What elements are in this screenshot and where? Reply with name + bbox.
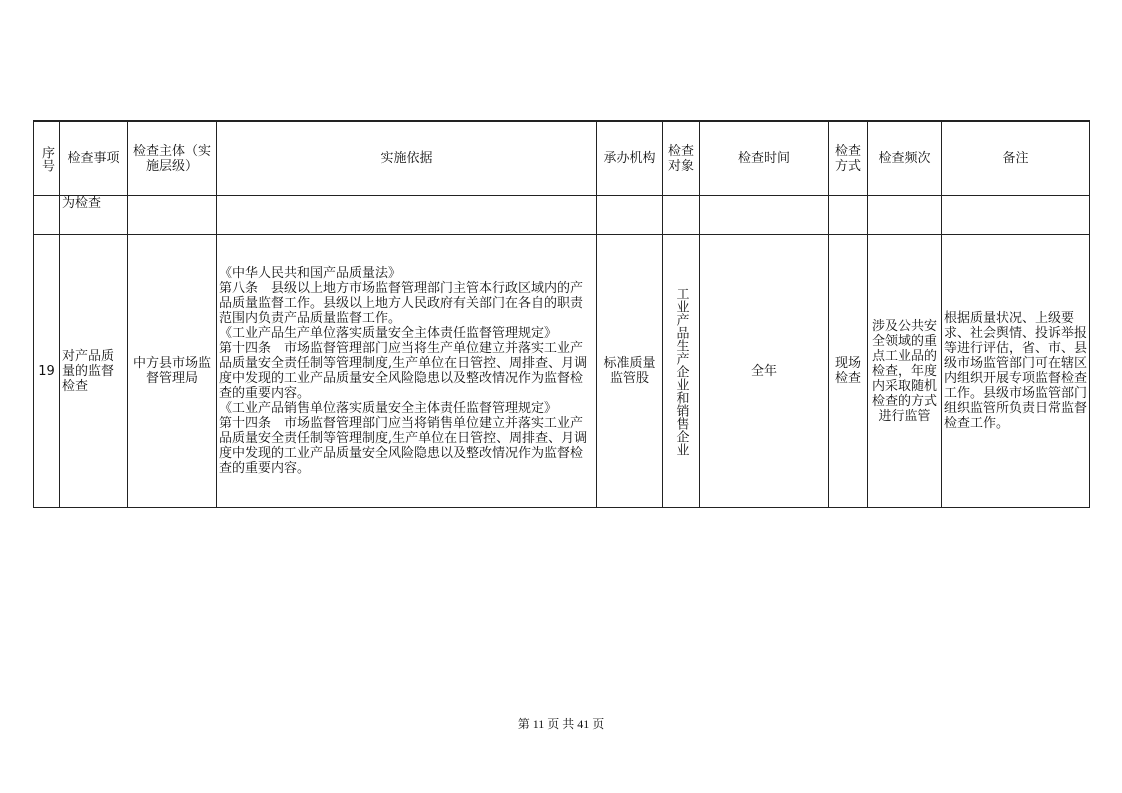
header-time: 检查时间 bbox=[700, 121, 829, 196]
header-subject: 检查主体（实施层级） bbox=[128, 121, 217, 196]
cell-org: 标准质量监管股 bbox=[597, 235, 663, 508]
header-note: 备注 bbox=[942, 121, 1090, 196]
cell-item: 为检查 bbox=[60, 196, 128, 235]
cell-subject bbox=[128, 196, 217, 235]
cell-freq bbox=[868, 196, 942, 235]
header-item: 检查事项 bbox=[60, 121, 128, 196]
cell-time: 全年 bbox=[700, 235, 829, 508]
cell-time bbox=[700, 196, 829, 235]
header-org: 承办机构 bbox=[597, 121, 663, 196]
page-number: 第 11 页 共 41 页 bbox=[517, 717, 605, 731]
table-row-19 bbox=[34, 235, 1090, 508]
cell-target bbox=[663, 196, 700, 235]
cell-freq: 涉及公共安全领域的重点工业品的检查，年度内采取随机检查的方式进行监管 bbox=[868, 235, 942, 508]
cell-no bbox=[34, 196, 60, 235]
cell-no: 19 bbox=[34, 235, 60, 508]
header-no bbox=[34, 121, 60, 196]
cell-basis: 《中华人民共和国产品质量法》 第八条 县级以上地方市场监督管理部门主管本行政区域内的产品质量监督工作。县级以上地方人民政府有关部门在各自的职责范围内负责产品质量监督工作。 《工业产品生产单位落实质量安全主体责任监督管理规定》 第十四条 市场监督管理部门应当将生产单位建立并落实工业产品质量安全责任制等管理制度,生产单位在日管控、周排查、月调度中发现的工业产品质量安全风险隐患以及整改情况作为监督检查的重要内容。 《工业产品销售单位落实质量安全主体责任监督管理规定》 第十四条 市场监督管理部门应当将销售单位建立并落实工业产品质量安全责任制等管理制度,生产单位在日管控、周排查、月调度中发现的工业产品质量安全风险隐患以及整改情况作为监督检查的重要内容。 bbox=[217, 235, 597, 508]
header-no-label: 序号 bbox=[39, 145, 54, 172]
inspection-table bbox=[33, 120, 1090, 508]
header-row bbox=[34, 121, 1090, 196]
header-basis: 实施依据 bbox=[217, 121, 597, 196]
cell-basis bbox=[217, 196, 597, 235]
cell-method: 现场检查 bbox=[829, 235, 868, 508]
header-method: 检查方式 bbox=[829, 121, 868, 196]
cell-item: 对产品质量的监督检查 bbox=[60, 235, 128, 508]
cell-org bbox=[597, 196, 663, 235]
table-row-continued bbox=[34, 196, 1090, 235]
header-target: 检查对象 bbox=[663, 121, 700, 196]
cell-target bbox=[663, 235, 700, 508]
cell-note bbox=[942, 196, 1090, 235]
cell-subject: 中方县市场监督管理局 bbox=[128, 235, 217, 508]
cell-method bbox=[829, 196, 868, 235]
header-freq: 检查频次 bbox=[868, 121, 942, 196]
cell-note: 根据质量状况、上级要求、社会舆情、投诉举报等进行评估，省、市、县级市场监管部门可在辖区内组织开展专项监督检查工作。县级市场监管部门组织监管所负责日常监督检查工作。 bbox=[942, 235, 1090, 508]
cell-target-text: 工业产品生产企业和销售企业 bbox=[673, 286, 689, 456]
